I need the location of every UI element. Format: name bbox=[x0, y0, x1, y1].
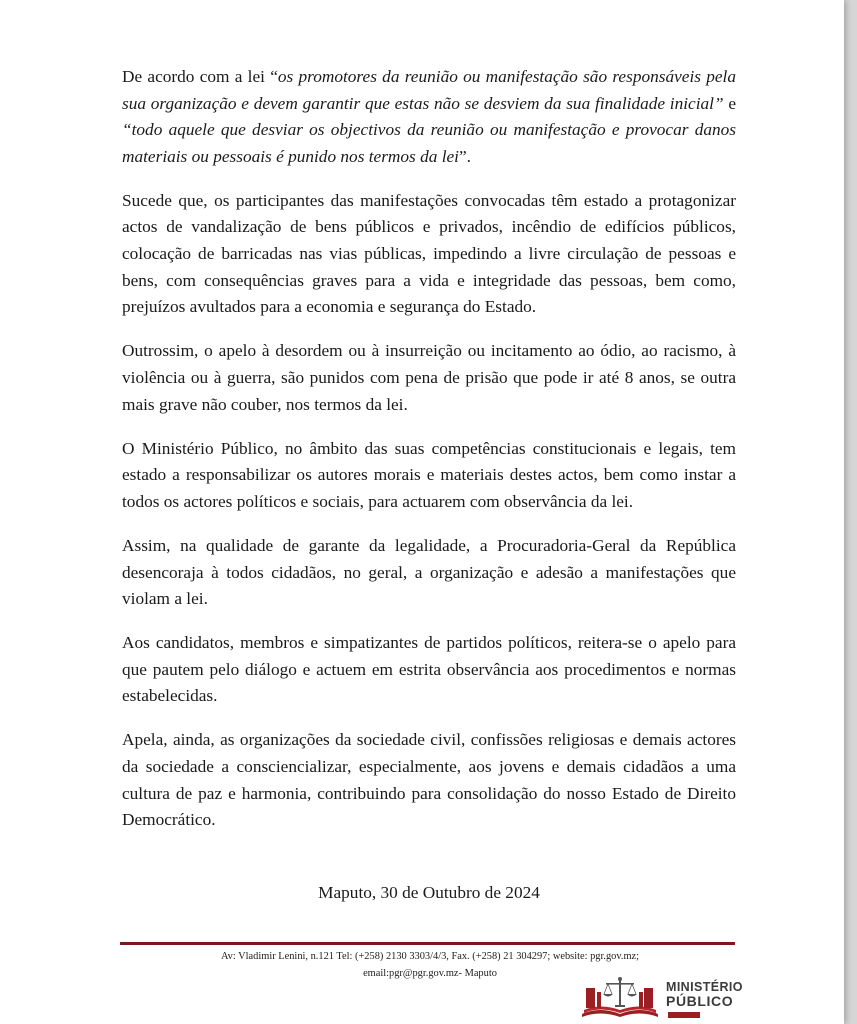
logo-tagline-bar bbox=[668, 1012, 700, 1018]
paragraph-text: Sucede que, os participantes das manifestações convocadas têm estado a protagonizar actos de vandalização de bens públicos e privados, incêndio de edifícios públicos, colocação de barricadas nas vias públicas, impedindo a livre circulação de pessoas e bens, com consequências graves para a vida e integridade das pessoas, bem como, prejuízos avultados para a economia e segurança do Estado. bbox=[122, 190, 736, 317]
paragraph-text: e bbox=[723, 93, 736, 113]
body-paragraph bbox=[122, 338, 736, 418]
paragraph-text: Assim, na qualidade de garante da legalidade, a Procuradoria-Geral da República desencoraja à todos cidadãos, no geral, a organização e adesão a manifestações que violam a lei. bbox=[122, 535, 736, 609]
paragraph-text: O Ministério Público, no âmbito das suas competências constitucionais e legais, tem estado a responsabilizar os autores morais e materiais destes actos, bem como instar a todos os actores políticos e sociais, para actuarem com observância da lei. bbox=[122, 438, 736, 511]
quoted-text: os promotores da reunião ou manifestação são responsáveis pela sua organização e devem garantir que estas não se desviem da sua finalidade inicial” bbox=[122, 67, 737, 113]
document-body bbox=[122, 64, 736, 834]
paragraph-text: Aos candidatos, membros e simpatizantes de partidos políticos, reitera-se o apelo para que pautem pelo diálogo e actuem em estrita observância aos procedimentos e normas estabelecidas. bbox=[122, 633, 736, 706]
logo-title-line-2: PÚBLICO bbox=[666, 993, 734, 1009]
body-paragraph bbox=[122, 436, 736, 516]
date-line: Maputo, 30 de Outubro de 2024 bbox=[318, 883, 540, 902]
quoted-text: “todo aquele que desviar os objectivos da reunião ou manifestação e provocar danos materiais ou pessoais é punido nos termos da lei bbox=[122, 120, 736, 166]
body-paragraph bbox=[122, 188, 736, 321]
logo-title-line-1: MINISTÉRIO bbox=[666, 980, 743, 994]
body-paragraph bbox=[122, 727, 736, 833]
footer-address-line-2: email:pgr@pgr.gov.mz- Maputo bbox=[363, 968, 497, 979]
paragraph-text: ”. bbox=[458, 146, 471, 166]
footer-address-line-1: Av: Vladimir Lenini, n.121 Tel: (+258) 2130 3303/4/3, Fax. (+258) 21 304297; website: pgr.gov.mz; bbox=[220, 951, 640, 962]
paragraph-text: De acordo com a lei “ bbox=[122, 67, 278, 86]
body-paragraph bbox=[122, 630, 736, 710]
ministerio-publico-logo bbox=[578, 970, 748, 1020]
paragraph-text: Apela, ainda, as organizações da sociedade civil, confissões religiosas e demais actores da sociedade a consciencializar, especialmente, aos jovens e demais cidadãos a uma cultura de paz e harmonia, contribuindo para consolidação do nosso Estado de Direito Democrático. bbox=[122, 730, 736, 830]
body-paragraph bbox=[122, 533, 736, 613]
scales-of-justice-book-icon bbox=[578, 974, 662, 1018]
paragraph-text: Outrossim, o apelo à desordem ou à insurreição ou incitamento ao ódio, ao racismo, à violência ou à guerra, são punidos com pena de prisão que pode ir até 8 anos, se outra mais grave não couber, nos termos da lei. bbox=[122, 341, 736, 414]
footer-divider bbox=[120, 942, 735, 945]
body-paragraph bbox=[122, 64, 736, 170]
